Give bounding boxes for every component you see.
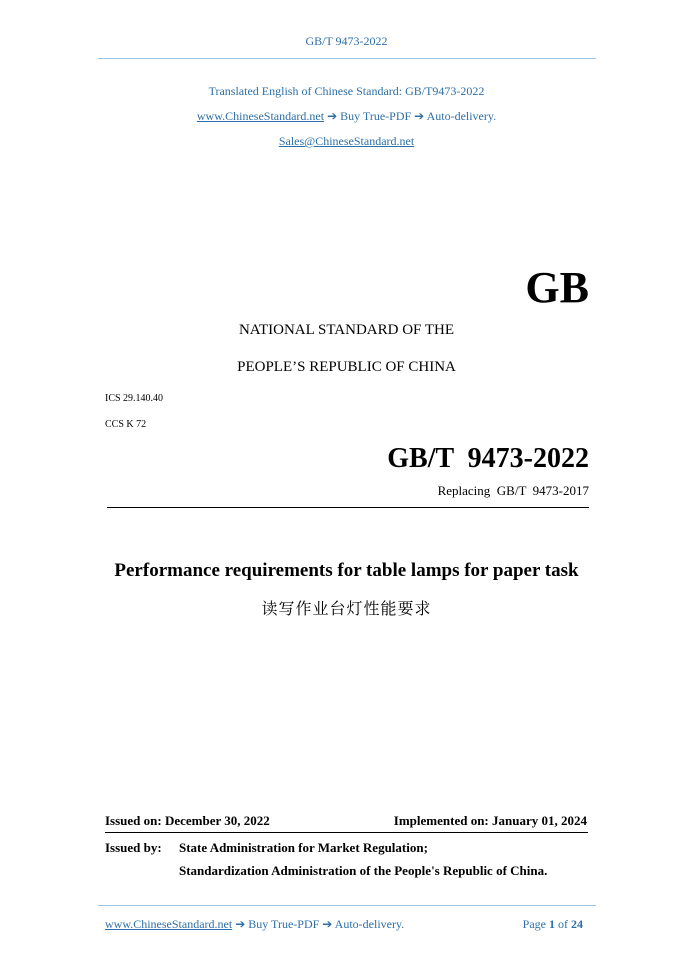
title-english: Performance requirements for table lamps for paper task	[114, 560, 579, 581]
footer-divider	[98, 905, 596, 906]
ics-code: ICS 29.140.40	[105, 393, 164, 404]
issuer-line2: Standardization Administration of the People's Republic of China.	[179, 863, 548, 878]
sales-line	[0, 134, 693, 149]
national-standard-line2: PEOPLE’S REPUBLIC OF CHINA	[237, 359, 456, 375]
implemented-on-date: Implemented on: January 01, 2024	[393, 813, 587, 828]
site-link[interactable]: www.ChineseStandard.net	[196, 109, 325, 123]
gb-mark: GB	[525, 263, 589, 312]
footer-promo	[105, 917, 404, 932]
issued-on-date: Issued on: December 30, 2022	[105, 813, 270, 828]
standard-number: GB/T 9473-2022	[387, 443, 589, 474]
promo-line	[0, 109, 693, 124]
footer-buy-text: ➔ Buy True-PDF ➔ Auto-delivery.	[235, 917, 405, 931]
page-word: Page	[522, 917, 546, 931]
ccs-code: CCS K 72	[105, 419, 147, 430]
footer-site-link[interactable]: www.ChineseStandard.net	[105, 917, 233, 931]
page-total: 24	[571, 917, 583, 931]
title-chinese: 读写作业台灯性能要求	[261, 599, 432, 618]
page-number: 1	[549, 917, 555, 931]
replacing-standard: Replacing GB/T 9473-2017	[437, 483, 589, 498]
sales-email-link[interactable]: Sales@ChineseStandard.net	[278, 134, 415, 148]
header-standard-code: GB/T 9473-2022	[305, 34, 388, 48]
issued-by-label: Issued by:	[105, 840, 162, 855]
national-standard-line1: NATIONAL STANDARD OF THE	[238, 322, 455, 338]
buy-text: ➔ Buy True-PDF ➔ Auto-delivery.	[327, 109, 497, 123]
dates-divider	[105, 832, 588, 833]
cover-divider	[107, 507, 589, 508]
page-indicator	[523, 917, 583, 932]
issuer-line1: State Administration for Market Regulation;	[179, 840, 428, 855]
of-word: of	[558, 917, 568, 931]
translated-line: Translated English of Chinese Standard: GB/T9473-2022	[208, 84, 485, 98]
header-divider	[98, 58, 596, 59]
